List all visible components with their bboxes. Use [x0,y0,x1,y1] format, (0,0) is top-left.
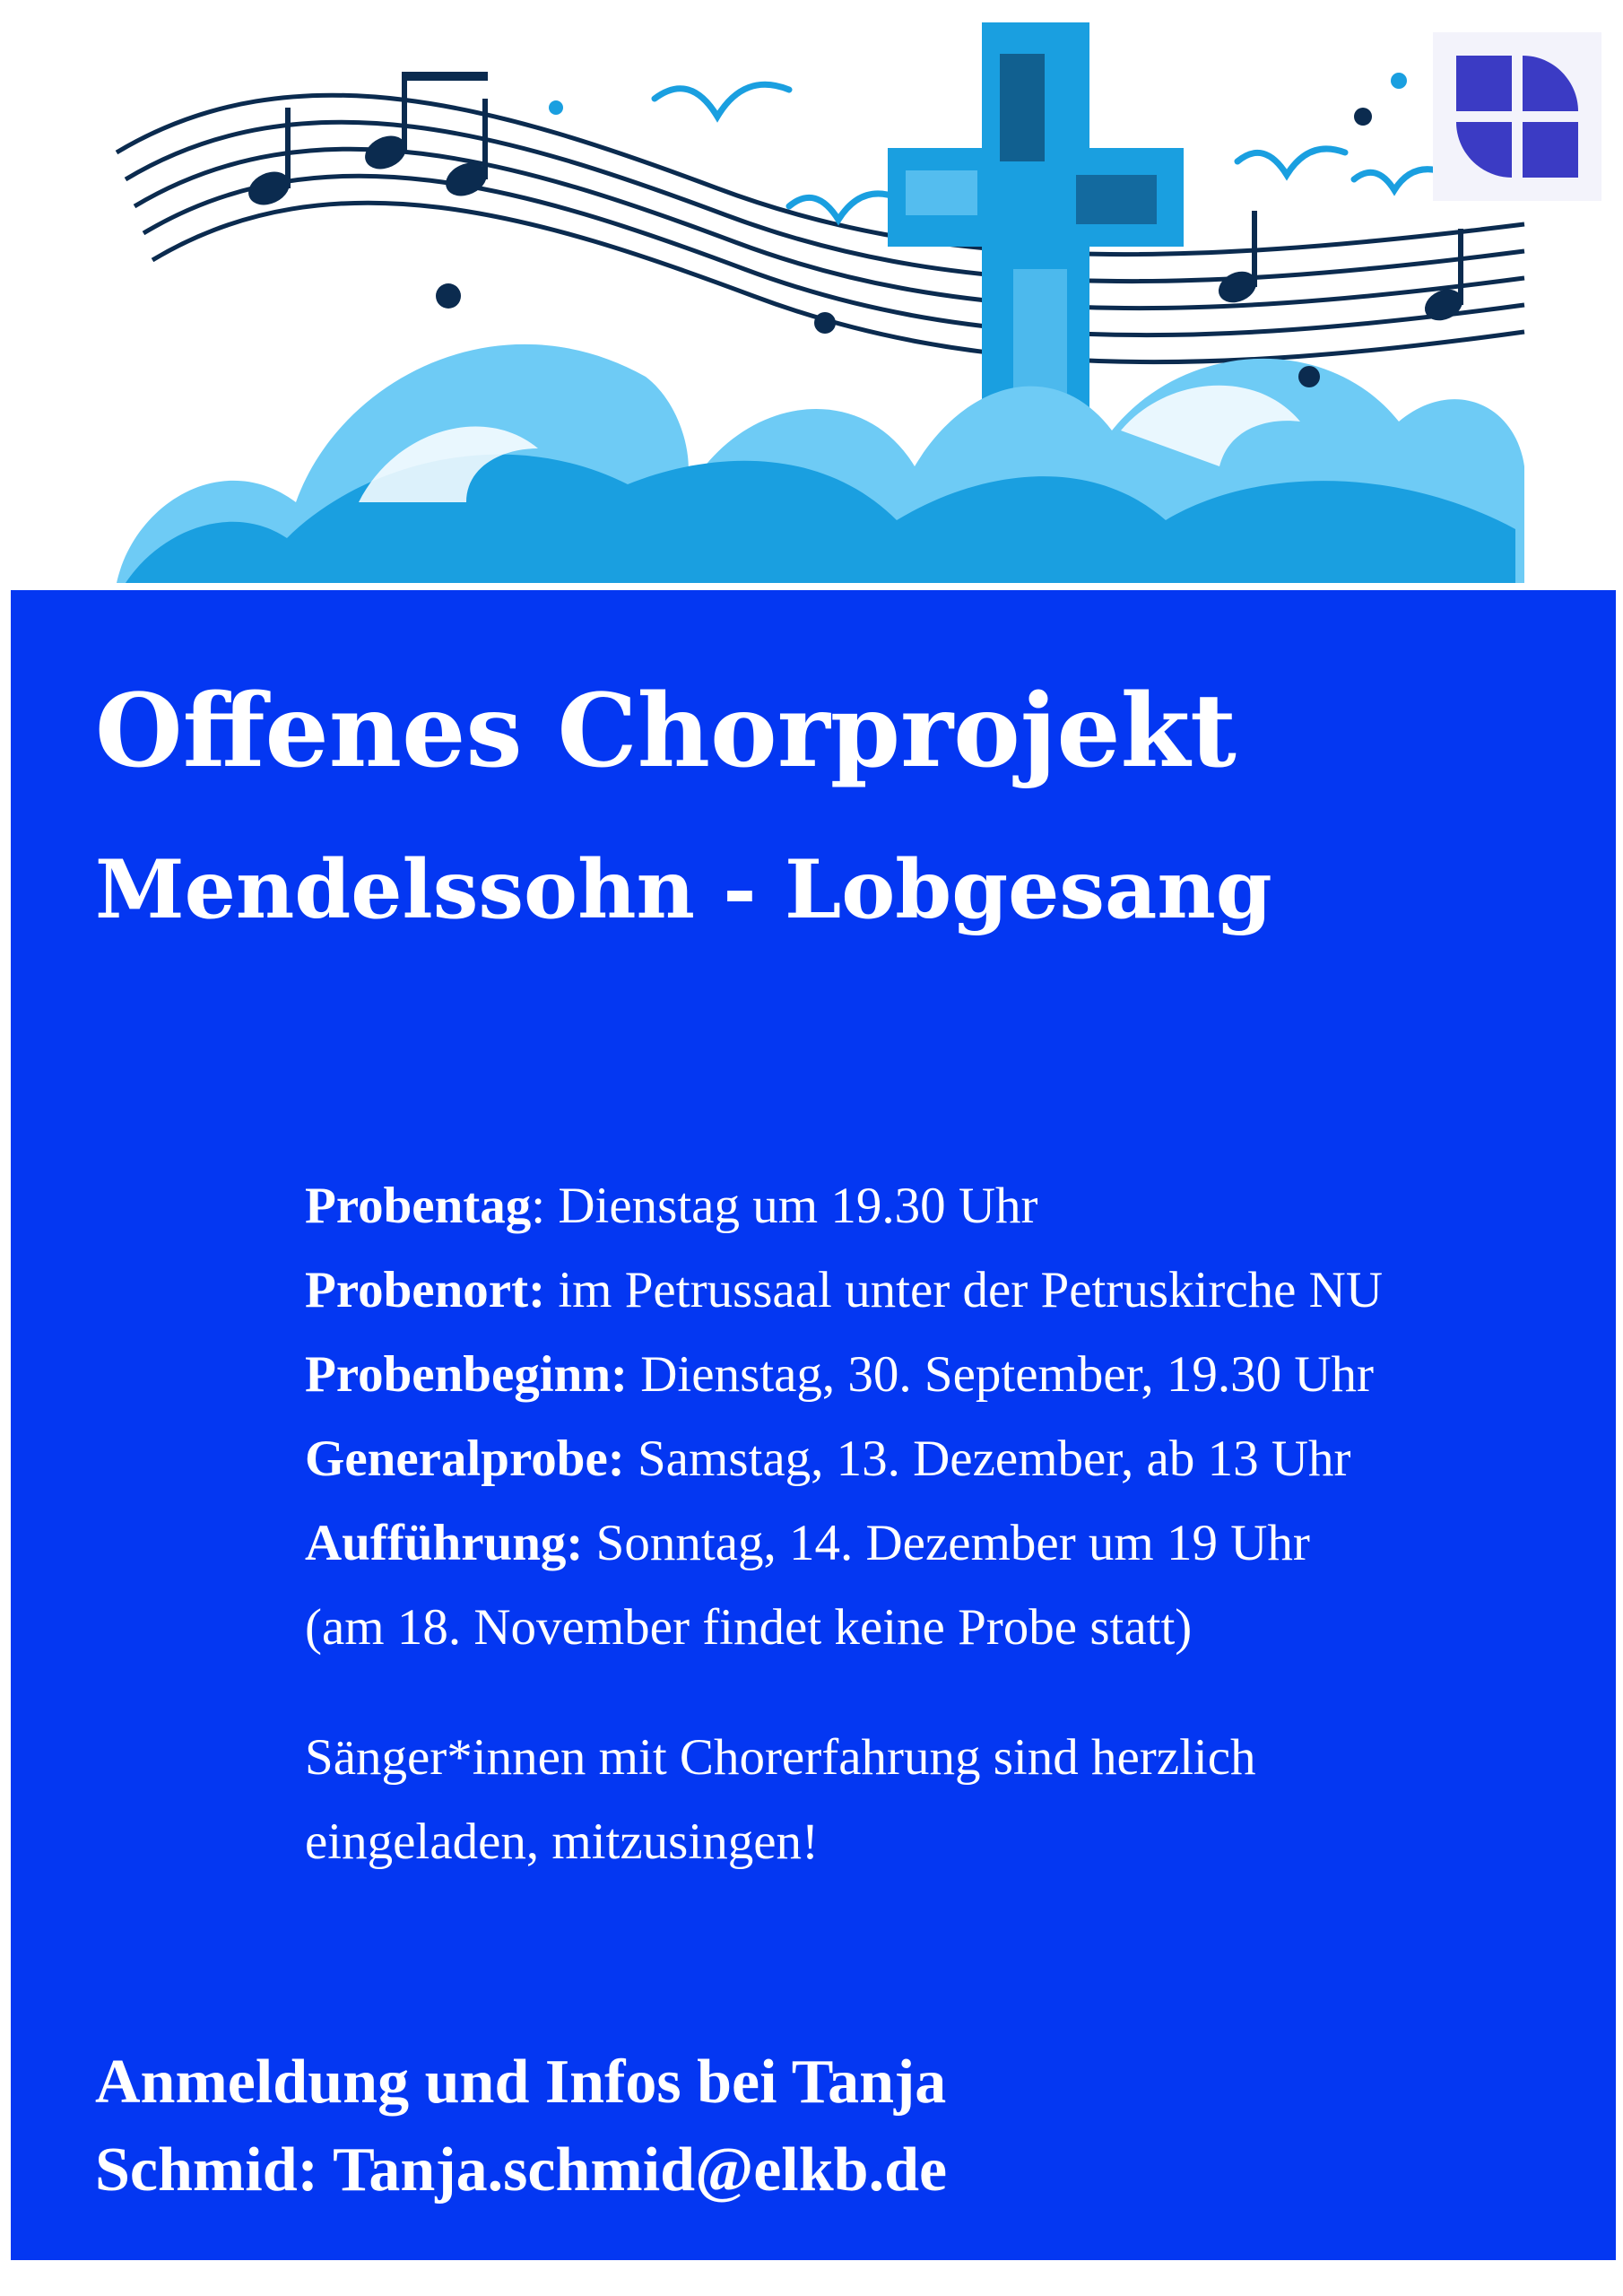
detail-value: Samstag, 13. Dezember, ab 13 Uhr [624,1431,1351,1487]
info-panel [11,590,1616,2260]
invitation-line-1: Sänger*innen mit Chorerfahrung sind herzlich [305,1729,1256,1786]
detail-value: Sonntag, 14. Dezember um 19 Uhr [583,1515,1310,1571]
detail-row-probentag [305,1164,1383,1248]
page-subtitle: Mendelssohn - Lobgesang [95,842,1272,937]
rehearsal-note: (am 18. November findet keine Probe statt) [305,1599,1193,1656]
contact-info [95,2039,947,2214]
cross-shape [888,22,1184,417]
detail-row-probenbeginn [305,1333,1383,1417]
detail-value: : Dienstag um 19.30 Uhr [531,1178,1038,1234]
page-title: Offenes Chorprojekt [95,673,1237,790]
church-logo [1433,32,1601,201]
church-logo-icon [1433,32,1601,201]
music-waves-cross-illustration [0,0,1623,592]
invitation-line-2: eingeladen, mitzusingen! [305,1813,819,1870]
detail-value: Dienstag, 30. September, 19.30 Uhr [628,1346,1374,1403]
detail-row-auffuehrung [305,1501,1383,1586]
detail-label: Probenbeginn: [305,1346,629,1403]
detail-row-probenort [305,1248,1383,1333]
detail-row-generalprobe [305,1417,1383,1501]
detail-label: Probenort: [305,1262,546,1318]
detail-label: Aufführung: [305,1515,584,1571]
contact-line-1: Anmeldung und Infos bei Tanja [95,2048,947,2117]
detail-label: Generalprobe: [305,1431,625,1487]
detail-label: Probentag [305,1178,532,1234]
detail-value: im Petrussaal unter der Petruskirche NU [545,1262,1383,1318]
contact-line-2: Schmid: Tanja.schmid@elkb.de [95,2135,948,2205]
invitation-text [305,1716,1256,1884]
rehearsal-details [305,1164,1383,1670]
header-illustration [0,0,1623,592]
